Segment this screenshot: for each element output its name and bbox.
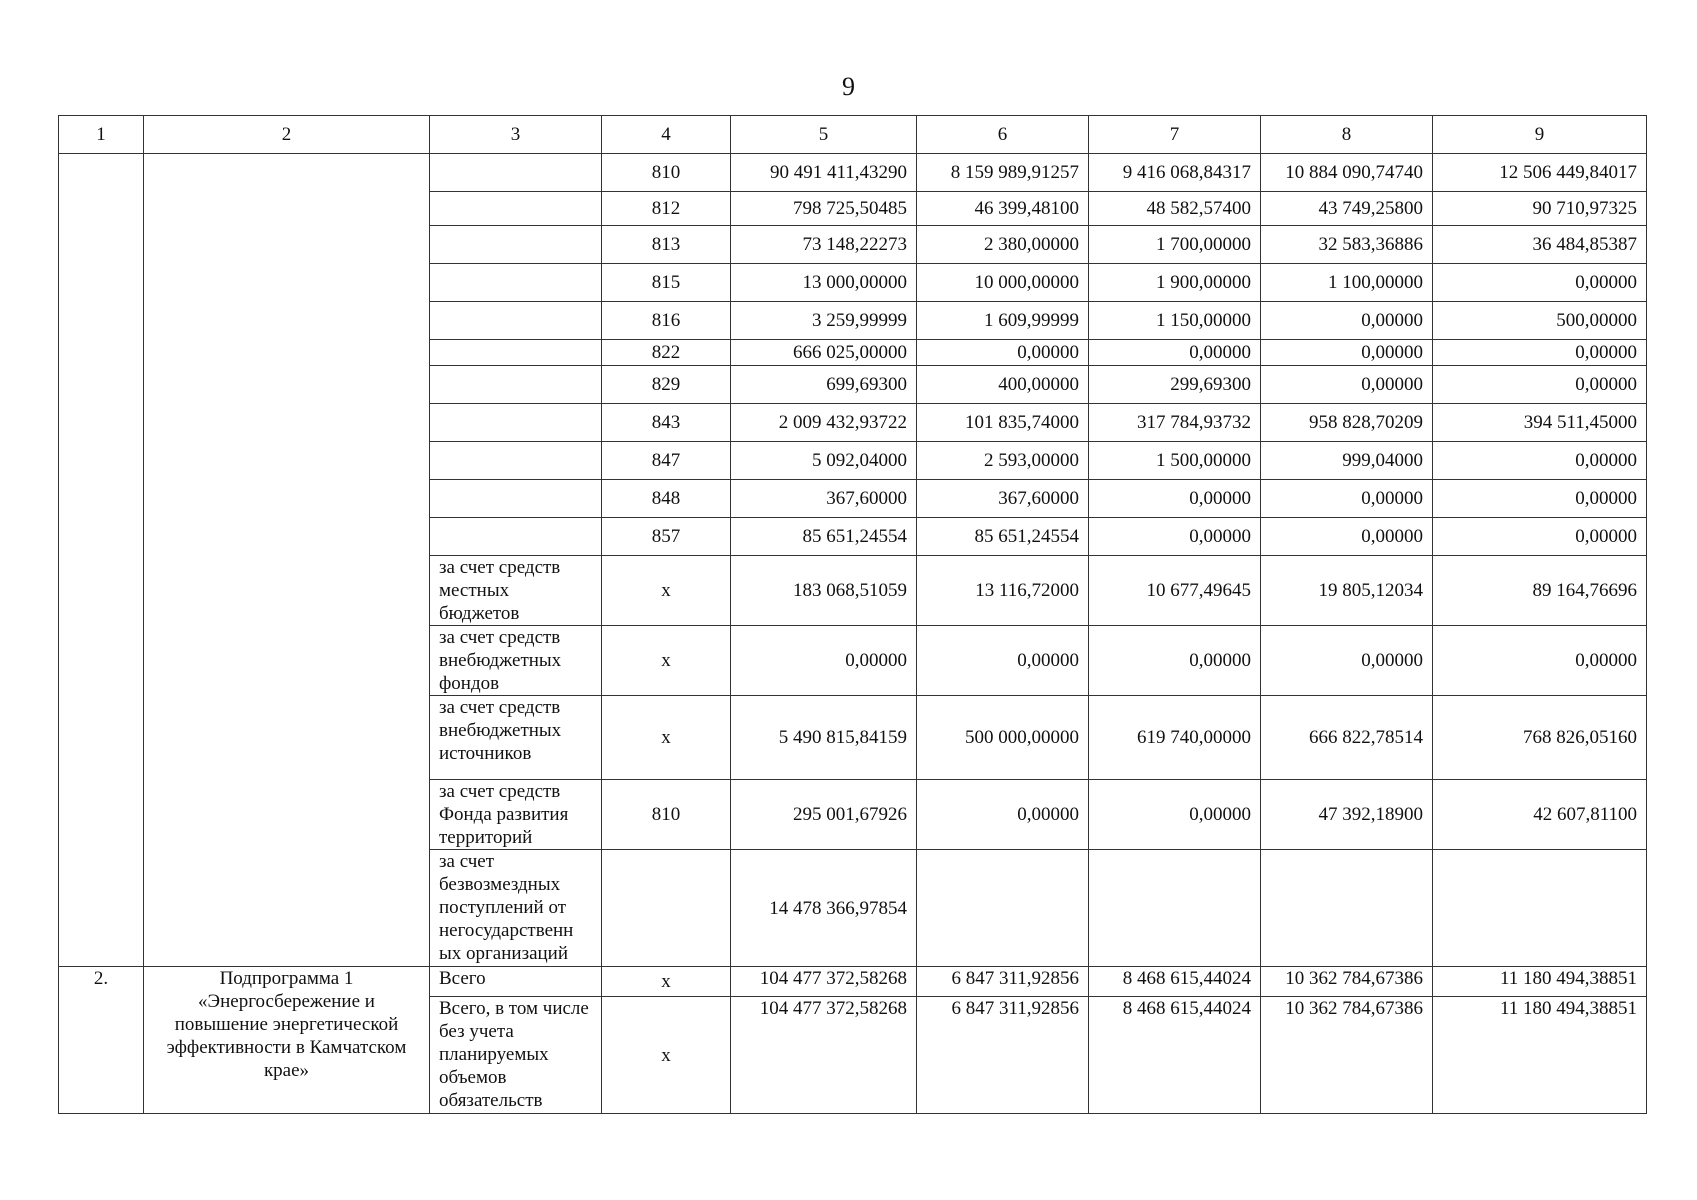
code-cell: х [602,967,731,997]
value-cell: 3 259,99999 [731,302,917,340]
column-header: 1 [59,116,144,154]
value-cell: 0,00000 [1261,480,1433,518]
code-cell: 815 [602,264,731,302]
value-cell: 1 609,99999 [917,302,1089,340]
source-label: за счет безвозмездных поступлений от негосударственн ых организаций [430,850,602,967]
value-cell: 90 710,97325 [1433,192,1647,226]
code-cell: 816 [602,302,731,340]
value-cell: 0,00000 [1089,340,1261,366]
value-cell: 317 784,93732 [1089,404,1261,442]
code-cell: х [602,997,731,1114]
value-cell: 0,00000 [1089,626,1261,696]
value-cell: 12 506 449,84017 [1433,154,1647,192]
code-cell: 810 [602,780,731,850]
value-cell: 0,00000 [1433,340,1647,366]
code-cell: 857 [602,518,731,556]
page-number: 9 [842,72,855,101]
subprogram-number: 2. [59,967,144,1114]
value-cell: 85 651,24554 [917,518,1089,556]
value-cell: 73 148,22273 [731,226,917,264]
value-cell: 0,00000 [1433,264,1647,302]
value-cell: 500 000,00000 [917,696,1089,780]
source-cell [430,340,602,366]
source-cell [430,366,602,404]
value-cell [917,850,1089,967]
value-cell: 47 392,18900 [1261,780,1433,850]
column-header: 5 [731,116,917,154]
value-cell: 1 700,00000 [1089,226,1261,264]
value-cell: 0,00000 [1089,780,1261,850]
source-cell [430,480,602,518]
column-header: 6 [917,116,1089,154]
code-cell: х [602,626,731,696]
code-cell: 847 [602,442,731,480]
value-cell: 8 159 989,91257 [917,154,1089,192]
code-cell: 822 [602,340,731,366]
value-cell: 1 900,00000 [1089,264,1261,302]
value-cell: 85 651,24554 [731,518,917,556]
value-cell: 2 593,00000 [917,442,1089,480]
value-cell: 768 826,05160 [1433,696,1647,780]
column-header: 3 [430,116,602,154]
value-cell: 367,60000 [917,480,1089,518]
value-cell: 0,00000 [1089,480,1261,518]
source-cell [430,264,602,302]
column-header: 9 [1433,116,1647,154]
value-cell: 14 478 366,97854 [731,850,917,967]
source-cell [430,302,602,340]
value-cell: 666 822,78514 [1261,696,1433,780]
source-label: за счет средств Фонда развития территорий [430,780,602,850]
value-cell: 11 180 494,38851 [1433,967,1647,997]
column-header: 8 [1261,116,1433,154]
code-cell: 848 [602,480,731,518]
code-cell: 810 [602,154,731,192]
table-row [59,967,1647,997]
value-cell: 0,00000 [1433,366,1647,404]
value-cell: 1 500,00000 [1089,442,1261,480]
value-cell: 0,00000 [1261,302,1433,340]
value-cell: 0,00000 [1261,626,1433,696]
value-cell: 500,00000 [1433,302,1647,340]
value-cell: 36 484,85387 [1433,226,1647,264]
value-cell: 10 884 090,74740 [1261,154,1433,192]
value-cell: 2 380,00000 [917,226,1089,264]
code-cell: 812 [602,192,731,226]
source-cell [430,518,602,556]
value-cell: 89 164,76696 [1433,556,1647,626]
value-cell: 90 491 411,43290 [731,154,917,192]
value-cell: 10 677,49645 [1089,556,1261,626]
value-cell: 619 740,00000 [1089,696,1261,780]
code-cell [602,850,731,967]
value-cell: 0,00000 [1433,626,1647,696]
header-row [59,116,1647,154]
value-cell: 0,00000 [1261,518,1433,556]
value-cell: 42 607,81100 [1433,780,1647,850]
source-label: за счет средств внебюджетных фондов [430,626,602,696]
name-cell [144,154,430,967]
value-cell: 11 180 494,38851 [1433,997,1647,1114]
table-row [59,154,1647,192]
value-cell: 0,00000 [1433,442,1647,480]
value-cell: 1 100,00000 [1261,264,1433,302]
code-cell: х [602,556,731,626]
value-cell: 0,00000 [917,340,1089,366]
source-cell [430,192,602,226]
column-header: 4 [602,116,731,154]
value-cell [1261,850,1433,967]
source-cell [430,404,602,442]
source-cell [430,442,602,480]
value-cell: 46 399,48100 [917,192,1089,226]
value-cell: 666 025,00000 [731,340,917,366]
value-cell: 101 835,74000 [917,404,1089,442]
subprogram-name: Подпрограмма 1 «Энергосбережение и повышение энергетической эффективности в Камчатском крае» [144,967,430,1114]
value-cell: 6 847 311,92856 [917,967,1089,997]
value-cell: 295 001,67926 [731,780,917,850]
value-cell: 6 847 311,92856 [917,997,1089,1114]
value-cell: 19 805,12034 [1261,556,1433,626]
value-cell [1433,850,1647,967]
value-cell: 8 468 615,44024 [1089,997,1261,1114]
value-cell: 367,60000 [731,480,917,518]
value-cell: 0,00000 [1261,340,1433,366]
value-cell: 48 582,57400 [1089,192,1261,226]
value-cell: 798 725,50485 [731,192,917,226]
value-cell: 0,00000 [917,626,1089,696]
value-cell: 104 477 372,58268 [731,997,917,1114]
value-cell [1089,850,1261,967]
value-cell: 43 749,25800 [1261,192,1433,226]
value-cell: 9 416 068,84317 [1089,154,1261,192]
source-label: Всего, в том числе без учета планируемых объемов обязательств [430,997,602,1114]
value-cell: 0,00000 [1433,518,1647,556]
value-cell: 183 068,51059 [731,556,917,626]
value-cell: 10 000,00000 [917,264,1089,302]
value-cell: 5 490 815,84159 [731,696,917,780]
value-cell: 13 000,00000 [731,264,917,302]
value-cell: 2 009 432,93722 [731,404,917,442]
value-cell: 999,04000 [1261,442,1433,480]
value-cell: 10 362 784,67386 [1261,997,1433,1114]
value-cell: 958 828,70209 [1261,404,1433,442]
value-cell: 10 362 784,67386 [1261,967,1433,997]
value-cell: 394 511,45000 [1433,404,1647,442]
number-cell [59,154,144,967]
value-cell: 299,69300 [1089,366,1261,404]
code-cell: 843 [602,404,731,442]
source-label: за счет средств внебюджетных источников [430,696,602,780]
column-header: 7 [1089,116,1261,154]
budget-table [58,115,1647,1114]
value-cell: 1 150,00000 [1089,302,1261,340]
column-header: 2 [144,116,430,154]
value-cell: 0,00000 [1261,366,1433,404]
value-cell: 400,00000 [917,366,1089,404]
value-cell: 0,00000 [731,626,917,696]
value-cell: 5 092,04000 [731,442,917,480]
source-label: Всего [430,967,602,997]
code-cell: х [602,696,731,780]
value-cell: 699,69300 [731,366,917,404]
value-cell: 13 116,72000 [917,556,1089,626]
source-cell [430,226,602,264]
value-cell: 0,00000 [917,780,1089,850]
value-cell: 8 468 615,44024 [1089,967,1261,997]
value-cell: 0,00000 [1089,518,1261,556]
value-cell: 0,00000 [1433,480,1647,518]
code-cell: 813 [602,226,731,264]
code-cell: 829 [602,366,731,404]
source-cell [430,154,602,192]
value-cell: 32 583,36886 [1261,226,1433,264]
value-cell: 104 477 372,58268 [731,967,917,997]
source-label: за счет средств местных бюджетов [430,556,602,626]
